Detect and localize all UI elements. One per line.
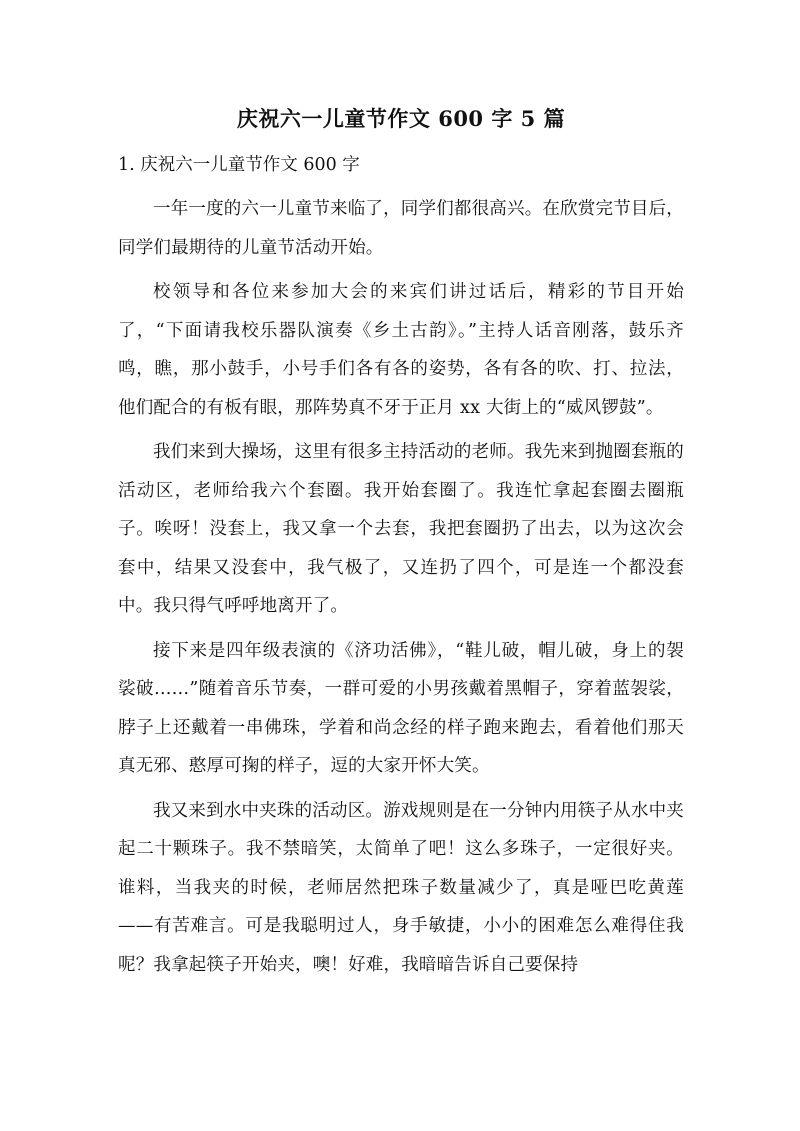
document-page [118,98,684,990]
paragraph-3: 我们来到大操场，这里有很多主持活动的老师。我先来到抛圈套瓶的活动区，老师给我六个套圈。我开始套圈了。我连忙拿起套圈去圈瓶子。唉呀！没套上，我又拿一个去套，我把套圈扔了出去，以为这次会套中，结果又没套中，我气极了，又连扔了四个，可是连一个都没套中。我只得气呼呼地离开了。 [118,442,684,616]
paragraph-2: 校领导和各位来参加大会的来宾们讲过话后，精彩的节目开始了，“下面请我校乐器队演奏《乡土古韵》。”主持人话音刚落，鼓乐齐鸣，瞧，那小鼓手，小号手们各有各的姿势，各有各的吹、打、拉法，他们配合的有板有眼，那阵势真不牙于正月 xx 大街上的“威风锣鼓”。 [118,282,684,418]
paragraph-1: 一年一度的六一儿童节来临了，同学们都很高兴。在欣赏完节目后，同学们最期待的儿童节活动开始。 [118,199,684,258]
document-title: 庆祝六一儿童节作文 600 字 5 篇 [236,106,566,131]
section-heading: 1. 庆祝六一儿童节作文 600 字 [118,155,360,175]
paragraph-4: 接下来是四年级表演的《济功活佛》，“鞋儿破，帽儿破，身上的袈裟破……”随着音乐节奏，一群可爱的小男孩戴着黑帽子，穿着蓝袈裟，脖子上还戴着一串佛珠，学着和尚念经的样子跑来跑去，看着他们那天真无邪、憨厚可掬的样子，逗的大家开怀大笑。 [118,640,684,776]
paragraph-5: 我又来到水中夹珠的活动区。游戏规则是在一分钟内用筷子从水中夹起二十颗珠子。我不禁暗笑，太简单了吧！这么多珠子，一定很好夹。谁料，当我夹的时候，老师居然把珠子数量减少了，真是哑巴吃黄莲——有苦难言。可是我聪明过人，身手敏捷，小小的困难怎么难得住我呢？我拿起筷子开始夹，噢！好难，我暗暗告诉自己要保持 [118,800,684,975]
